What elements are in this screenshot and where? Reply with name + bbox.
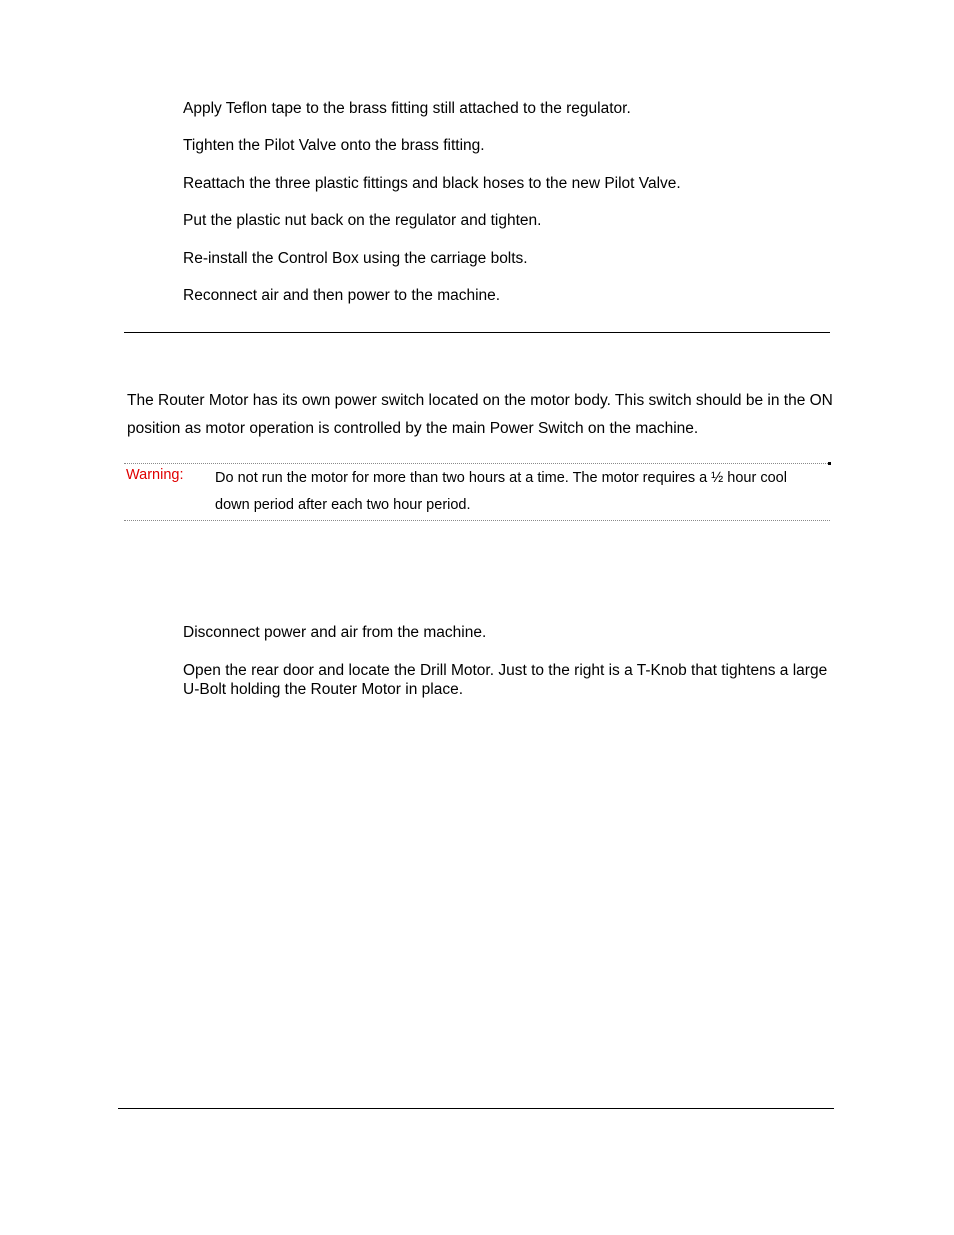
- warning-bottom-rule: [124, 520, 830, 521]
- step-tighten-pilot-valve: Tighten the Pilot Valve onto the brass fitting.: [183, 137, 485, 154]
- warning-top-rule: [124, 463, 830, 464]
- step-reinstall-control-box: Re-install the Control Box using the carriage bolts.: [183, 250, 528, 267]
- router-motor-paragraph: The Router Motor has its own power switch located on the motor body. This switch should be in the ON position as motor operation is controlled by the main Power Switch on the machine.: [127, 392, 833, 437]
- warning-label: Warning:: [126, 467, 184, 483]
- step-disconnect-power-air: Disconnect power and air from the machine.: [183, 624, 487, 641]
- step-open-rear-door: Open the rear door and locate the Drill Motor. Just to the right is a T-Knob that tightens a large U-Bolt holding the Router Motor in place.: [183, 662, 828, 698]
- warning-corner-mark: [828, 462, 831, 465]
- step-apply-teflon: Apply Teflon tape to the brass fitting still attached to the regulator.: [183, 100, 631, 117]
- section-divider: [124, 332, 830, 333]
- step-reattach-fittings: Reattach the three plastic fittings and black hoses to the new Pilot Valve.: [183, 175, 681, 192]
- step-plastic-nut: Put the plastic nut back on the regulator and tighten.: [183, 212, 542, 229]
- footer-divider: [118, 1108, 834, 1109]
- step-reconnect-air-power: Reconnect air and then power to the machine.: [183, 287, 501, 304]
- warning-text: Do not run the motor for more than two hours at a time. The motor requires a ½ hour cool down period after each two hour period.: [215, 470, 787, 513]
